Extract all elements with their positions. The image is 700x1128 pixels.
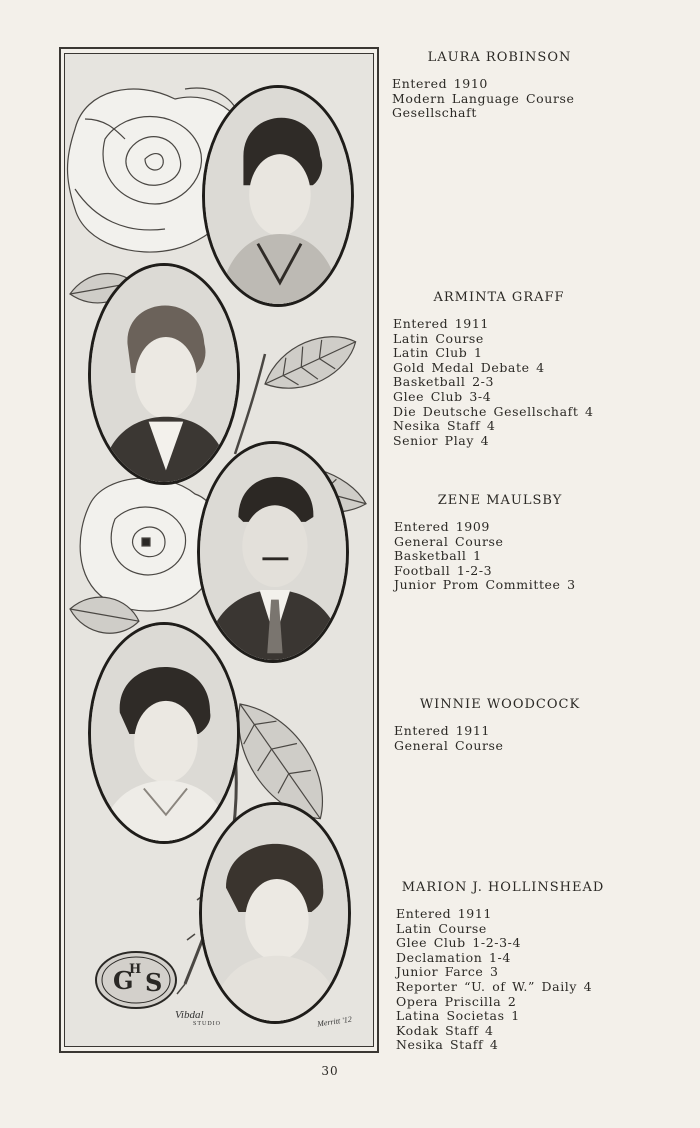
entry-detail: Nesika Staff 4 [393, 418, 496, 434]
entry-detail: Modern Language Course [392, 90, 575, 106]
entry-detail: Declamation 1-4 [396, 949, 511, 965]
entry-details [396, 907, 610, 1053]
monogram-letter-g: G [113, 966, 134, 995]
studio-signature [175, 1009, 235, 1027]
entry-detail: General Course [394, 533, 504, 549]
portrait-zene-maulsby [197, 441, 349, 663]
entry-winnie-woodcock [394, 697, 606, 753]
entry-name: MARION J. HOLLINSHEAD [401, 880, 605, 895]
entry-name: LAURA ROBINSON [427, 50, 572, 65]
monogram-letter-s: S [145, 968, 163, 997]
portrait-arminta-graff [88, 263, 240, 485]
portrait-winnie-woodcock [88, 622, 240, 844]
photo-panel [64, 53, 374, 1047]
entry-detail: Basketball 1 [394, 548, 482, 564]
entry-detail: Die Deutsche Gesellschaft 4 [393, 403, 594, 419]
entry-detail: Football 1-2-3 [394, 562, 493, 578]
entry-detail: Nesika Staff 4 [396, 1037, 499, 1053]
studio-label: STUDIO [193, 1021, 221, 1027]
entry-arminta-graff [393, 290, 605, 448]
entry-detail: Latin Course [396, 920, 487, 936]
entry-detail: Entered 1911 [393, 316, 489, 331]
entry-details [392, 77, 607, 121]
entry-name: ZENE MAULSBY [437, 493, 563, 508]
entry-details [394, 724, 606, 753]
entry-detail: Entered 1911 [396, 906, 492, 921]
entry-detail: Senior Play 4 [393, 432, 490, 448]
entry-name: ARMINTA GRAFF [433, 290, 565, 305]
entry-detail: General Course [394, 737, 504, 753]
entry-detail: Entered 1911 [394, 723, 490, 738]
entry-detail: Basketball 2-3 [393, 374, 495, 390]
entry-detail: Gesellschaft [392, 105, 477, 121]
entry-detail: Opera Priscilla 2 [396, 993, 517, 1009]
entry-detail: Reporter “U. of W.” Daily 4 [396, 978, 593, 994]
entry-zene-maulsby [394, 493, 606, 593]
entry-detail: Glee Club 3-4 [393, 388, 492, 404]
entry-laura-robinson [392, 50, 607, 121]
entry-details [393, 317, 605, 448]
portrait-laura-robinson [202, 85, 354, 307]
entry-detail: Latin Club 1 [393, 345, 483, 361]
entry-detail: Entered 1909 [394, 519, 490, 534]
leaf-1 [256, 323, 364, 403]
entry-details [394, 520, 606, 593]
portrait-marion-j-hollinshead [199, 802, 351, 1024]
entry-detail: Gold Medal Debate 4 [393, 359, 545, 375]
monogram-letter-h: H [129, 962, 142, 977]
entry-detail: Junior Farce 3 [396, 964, 499, 980]
entry-detail: Latin Course [393, 330, 484, 346]
page-number: 30 [321, 1064, 339, 1078]
school-monogram [93, 949, 179, 1011]
entry-name: WINNIE WOODCOCK [419, 697, 581, 712]
studio-signature-name: Vibdal [175, 1009, 204, 1021]
artist-signature: Merritt '12 [316, 1014, 353, 1029]
entry-detail: Junior Prom Committee 3 [394, 577, 576, 593]
entry-detail: Latina Societas 1 [396, 1008, 520, 1024]
entry-detail: Glee Club 1-2-3-4 [396, 935, 522, 951]
entry-detail: Entered 1910 [392, 76, 488, 91]
entry-marion-j-hollinshead [396, 880, 610, 1053]
entry-detail: Kodak Staff 4 [396, 1022, 494, 1038]
